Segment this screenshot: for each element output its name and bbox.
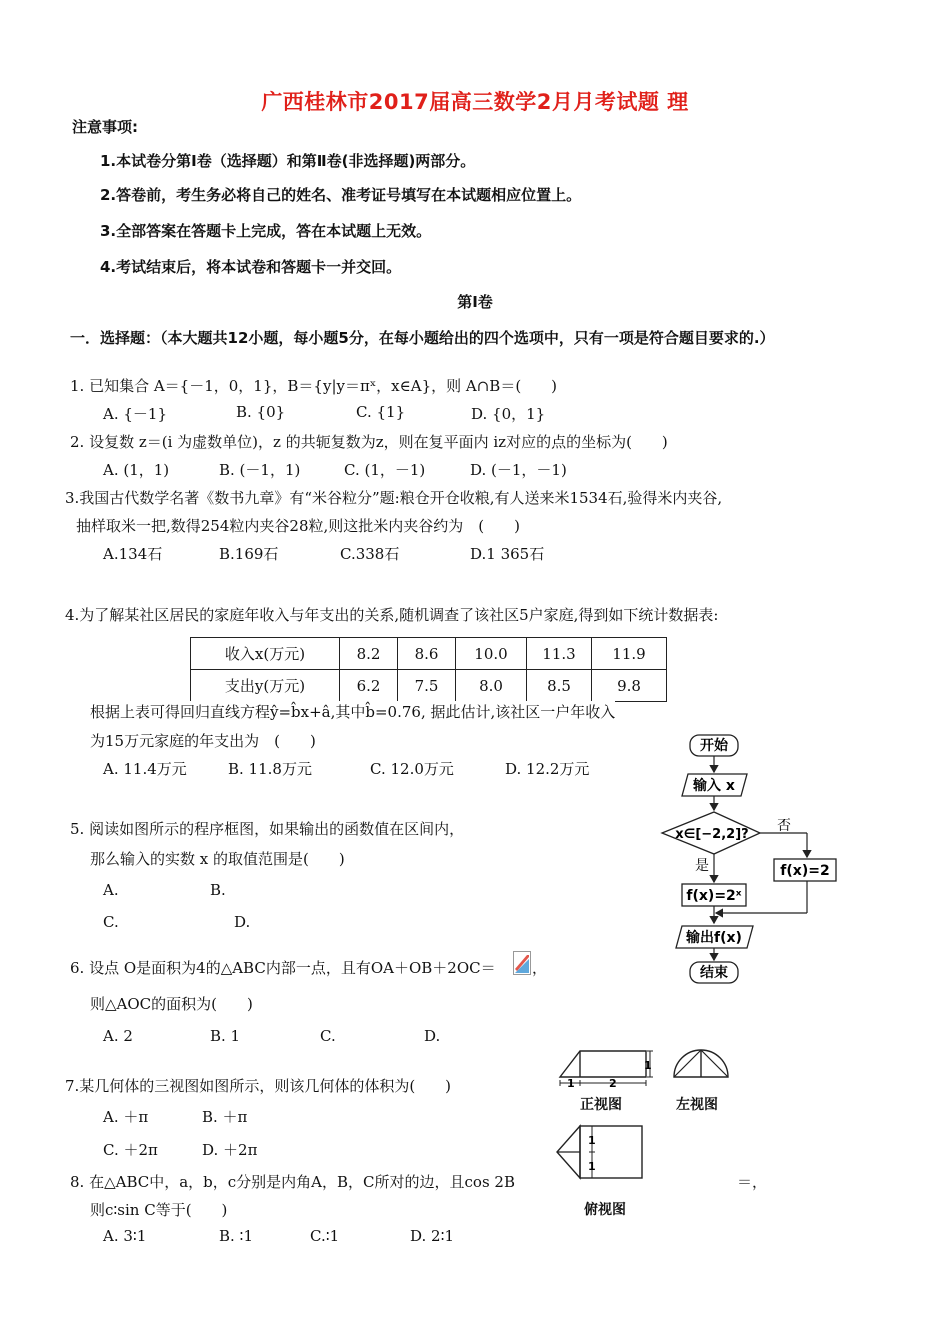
question-2-stem: 2. 设复数 z＝(i 为虚数单位)，z 的共轭复数为z，则在复平面内 iz对应的点的坐标为( ) <box>70 433 668 451</box>
question-5-stem: 5. 阅读如图所示的程序框图，如果输出的函数值在区间内， <box>70 820 465 838</box>
q7-option-a: A. ＋π <box>103 1108 149 1126</box>
question-4-question-text: 为15万元家庭的年支出为 ( ) <box>90 732 316 750</box>
q5-option-d: D. <box>234 913 251 931</box>
table-row <box>191 638 667 670</box>
table-cell: 8.5 <box>527 670 592 702</box>
flowchart-yes-box-label: f(x)=2ˣ <box>686 888 742 904</box>
notice-item: 4.考试结束后，将本试卷和答题卡一并交回。 <box>100 258 402 276</box>
table-cell: 8.2 <box>340 638 398 670</box>
dimension-label: 2 <box>609 1077 617 1090</box>
exam-title: 广西桂林市2017届高三数学2月月考试题 理 <box>261 90 689 114</box>
flowchart-start-label: 开始 <box>700 738 728 754</box>
notice-heading: 注意事项: <box>72 118 138 136</box>
statistics-table <box>190 637 667 702</box>
question-3-stem: 3.我国古代数学名著《数书九章》有“米谷粒分”题:粮仓开仓收粮,有人送来米1534石,验得米内夹谷, <box>65 489 723 507</box>
section-title: 第Ⅰ卷 <box>457 293 493 311</box>
dimension-label: 1 <box>567 1077 575 1090</box>
q2-option-d: D. (－1，－1) <box>470 461 567 479</box>
question-6-stem-tail: ， <box>532 959 548 977</box>
left-view-label: 左视图 <box>676 1097 718 1113</box>
question-6-stem-line2: 则△AOC的面积为( ) <box>90 995 253 1013</box>
q5-option-b: B. <box>210 881 226 899</box>
three-views-figure <box>552 1043 732 1223</box>
q8-option-d: D. 2∶1 <box>410 1227 455 1245</box>
top-view-label: 俯视图 <box>584 1202 626 1218</box>
dimension-label: 1 <box>644 1059 652 1072</box>
question-6-stem: 6. 设点 O是面积为4的△ABC内部一点，且有OA＋OB＋2OC＝ <box>70 959 496 977</box>
table-cell: 8.6 <box>398 638 456 670</box>
table-row <box>191 670 667 702</box>
notice-item: 2.答卷前，考生务必将自己的姓名、准考证号填写在本试题相应位置上。 <box>100 186 582 204</box>
table-cell: 7.5 <box>398 670 456 702</box>
table-cell: 8.0 <box>456 670 527 702</box>
table-cell: 收入x(万元) <box>191 638 340 670</box>
part-heading: 一．选择题：（本大题共12小题，每小题5分，在每小题给出的四个选项中，只有一项是符合题目要求的.） <box>70 329 775 347</box>
front-view <box>560 1051 653 1090</box>
q6-option-d: D. <box>424 1027 441 1045</box>
q7-option-d: D. ＋2π <box>202 1141 258 1159</box>
table-cell: 支出y(万元) <box>191 670 340 702</box>
q5-option-a: A. <box>103 881 119 899</box>
q3-option-a: A.134石 <box>103 545 163 563</box>
q6-option-a: A. 2 <box>103 1027 133 1045</box>
q8-option-b: B. ∶1 <box>219 1227 254 1245</box>
q1-option-a: A. {－1} <box>103 405 167 423</box>
q1-option-d: D. {0，1} <box>471 405 546 423</box>
q2-option-c: C. (1，－1) <box>344 461 426 479</box>
flowchart-end-label: 结束 <box>700 965 728 981</box>
q4-option-a: A. 11.4万元 <box>103 760 187 778</box>
q7-option-b: B. ＋π <box>202 1108 248 1126</box>
q3-option-b: B.169石 <box>219 545 279 563</box>
table-cell: 9.8 <box>592 670 667 702</box>
question-5-stem-line2: 那么输入的实数 x 的取值范围是( ) <box>90 850 345 868</box>
front-view-label: 正视图 <box>580 1097 622 1113</box>
q1-option-b: B. {0} <box>236 403 286 421</box>
flowchart-no-label: 否 <box>777 818 791 834</box>
table-cell: 10.0 <box>456 638 527 670</box>
question-8-stem-tail: ＝， <box>737 1173 768 1191</box>
question-4-regression-text: 根据上表可得回归直线方程ŷ=b̂x+â,其中b̂=0.76, 据此估计,该社区一户年收入 <box>90 703 616 721</box>
question-7-stem: 7.某几何体的三视图如图所示，则该几何体的体积为( ) <box>65 1077 452 1095</box>
q7-option-c: C. ＋2π <box>103 1141 158 1159</box>
question-8-stem-line2: 则c∶sin C等于( ) <box>90 1201 228 1219</box>
notice-item: 3.全部答案在答题卡上完成，答在本试题上无效。 <box>100 222 432 240</box>
question-4-stem: 4.为了解某社区居民的家庭年收入与年支出的关系,随机调查了该社区5户家庭,得到如下统计数据表: <box>65 606 719 624</box>
zero-vector-icon <box>513 951 531 975</box>
q8-option-a: A. 3∶1 <box>103 1227 147 1245</box>
question-1-stem: 1. 已知集合 A＝{－1，0，1}，B＝{y|y＝πˣ，x∈A}，则 A∩B＝( ) <box>70 377 558 395</box>
q4-option-c: C. 12.0万元 <box>370 760 454 778</box>
question-3-stem-line2: 抽样取米一把,数得254粒内夹谷28粒,则这批米内夹谷约为 ( ) <box>76 517 520 535</box>
q2-option-b: B. (－1，1) <box>219 461 301 479</box>
q5-option-c: C. <box>103 913 119 931</box>
flowchart-input-label: 输入 x <box>693 778 735 794</box>
flowchart-yes-label: 是 <box>695 858 709 874</box>
flowchart-output-label: 输出f(x) <box>686 930 742 946</box>
q4-option-b: B. 11.8万元 <box>228 760 312 778</box>
q3-option-c: C.338石 <box>340 545 400 563</box>
left-view <box>674 1050 728 1077</box>
notice-item: 1.本试卷分第Ⅰ卷（选择题）和第Ⅱ卷(非选择题)两部分。 <box>100 152 476 170</box>
dimension-label: 1 <box>588 1134 596 1147</box>
program-flowchart <box>652 730 850 986</box>
top-view <box>557 1126 642 1178</box>
q2-option-a: A. (1，1) <box>103 461 170 479</box>
dimension-label: 1 <box>588 1160 596 1173</box>
table-cell: 11.9 <box>592 638 667 670</box>
q8-option-c: C.∶1 <box>310 1227 340 1245</box>
q1-option-c: C. {1} <box>356 403 406 421</box>
q4-option-d: D. 12.2万元 <box>505 760 590 778</box>
flowchart-condition-label: x∈[−2,2]? <box>675 827 749 842</box>
table-cell: 11.3 <box>527 638 592 670</box>
flowchart-no-box-label: f(x)=2 <box>780 863 830 879</box>
q6-option-c: C. <box>320 1027 336 1045</box>
question-8-stem: 8. 在△ABC中，a，b，c分别是内角A，B，C所对的边，且cos 2B <box>70 1173 515 1191</box>
q6-option-b: B. 1 <box>210 1027 241 1045</box>
q3-option-d: D.1 365石 <box>470 545 545 563</box>
table-cell: 6.2 <box>340 670 398 702</box>
